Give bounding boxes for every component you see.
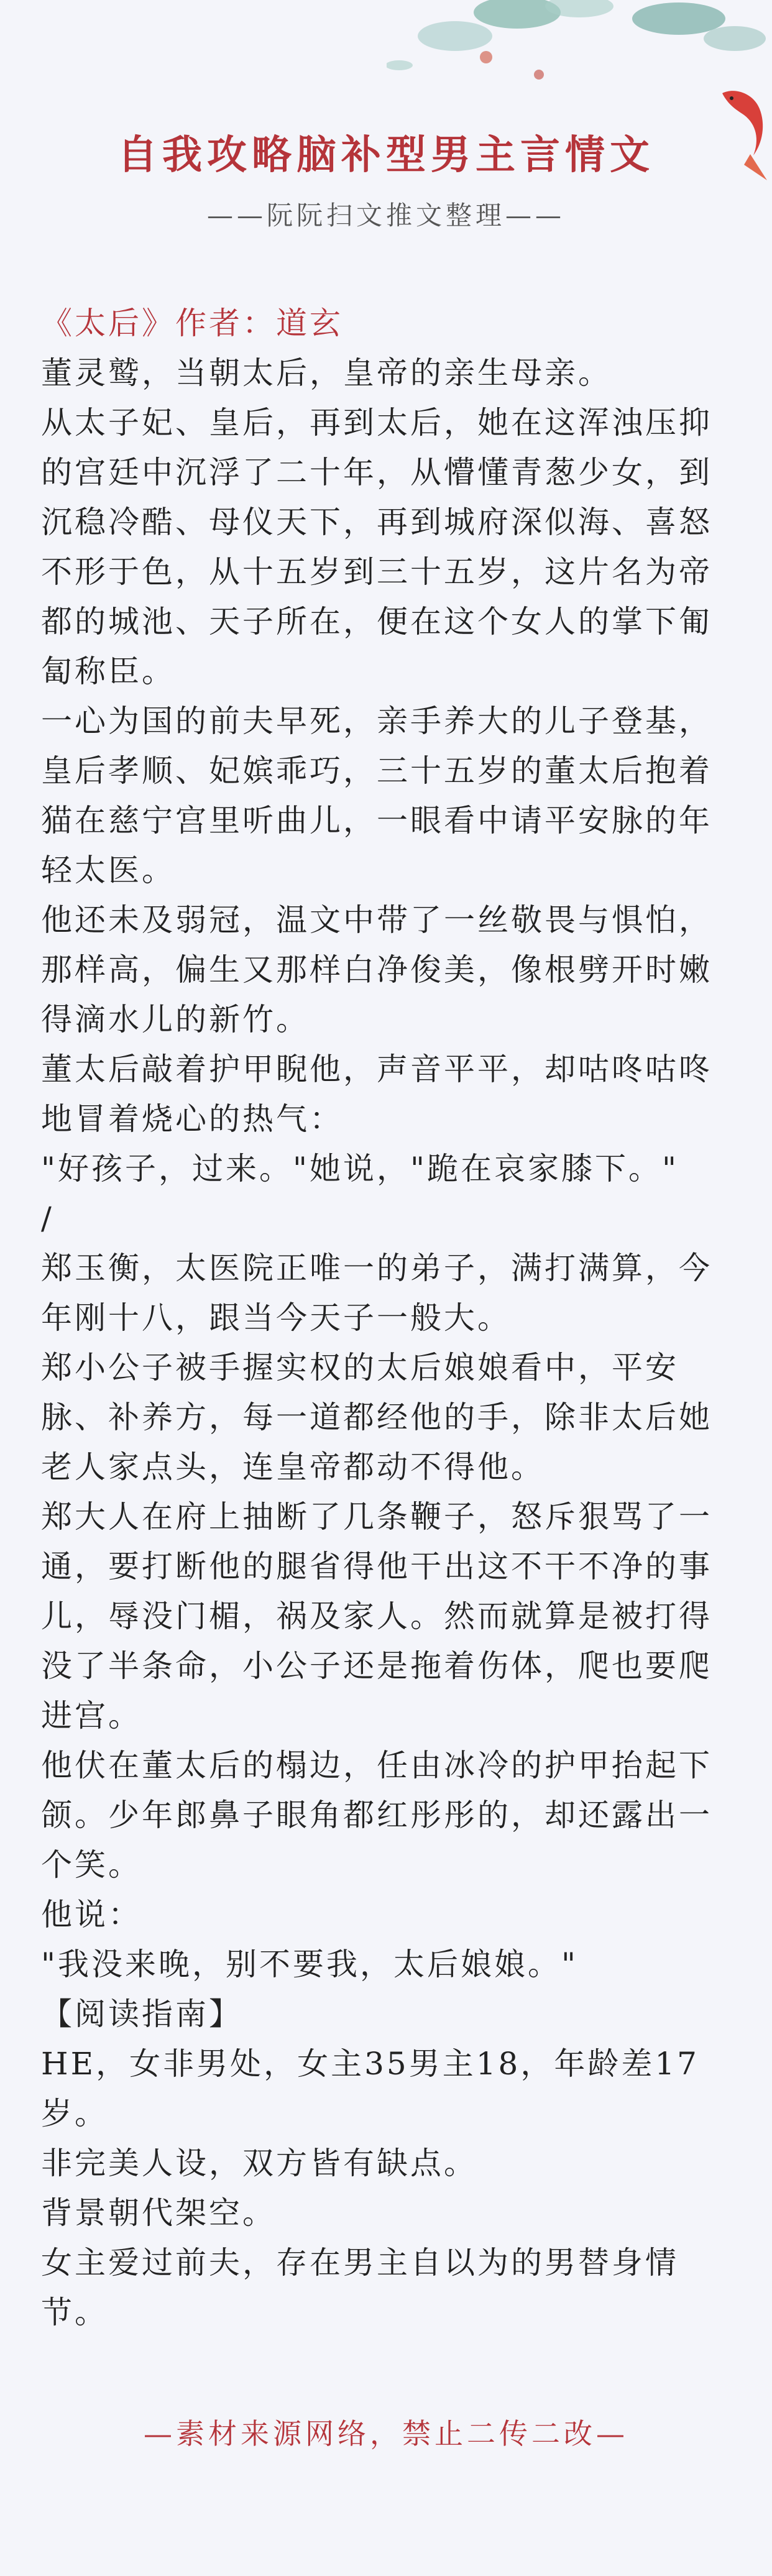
article-body [41, 298, 737, 2337]
page-subtitle: ——阮阮扫文推文整理—— [206, 200, 565, 231]
paragraph: 郑大人在府上抽断了几条鞭子，怒斥狠骂了一通，要打断他的腿省得他干出这不干不净的事儿，辱没门楣，祸及家人。然而就算是被打得没了半条命，小公子还是拖着伤体，爬也要爬进宫。 [41, 1499, 712, 1734]
lily-pad-icon [418, 21, 492, 51]
petal-icon [534, 70, 544, 80]
paragraph: 他伏在董太后的榻边，任由冰冷的护甲抬起下颌。少年郎鼻子眼角都红彤彤的，却还露出一个笑。 [41, 1747, 712, 1883]
paragraph: 非完美人设，双方皆有缺点。 [41, 2145, 477, 2181]
header [0, 127, 772, 234]
reading-guide-heading: 【阅读指南】 [41, 1996, 242, 2032]
lily-pad-icon [704, 26, 766, 51]
page-title: 自我攻略脑补型男主言情文 [117, 132, 655, 178]
paragraph: 董太后敲着护甲睨他，声音平平，却咕咚咕咚地冒着烧心的热气： [41, 1051, 712, 1137]
paragraph: 一心为国的前夫早死，亲手养大的儿子登基，皇后孝顺、妃嫔乖巧，三十五岁的董太后抱着猫在慈宁宫里听曲儿，一眼看中请平安脉的年轻太医。 [41, 703, 712, 888]
paragraph: 他还未及弱冠，温文中带了一丝敬畏与惧怕，那样高，偏生又那样白净俊美，像根劈开时嫩得滴水儿的新竹。 [41, 902, 712, 1037]
paragraph: 董灵鹫，当朝太后，皇帝的亲生母亲。 [41, 355, 612, 391]
paragraph: 郑小公子被手握实权的太后娘娘看中，平安脉、补养方，每一道都经他的手，除非太后她老人家点头，连皇帝都动不得他。 [41, 1350, 712, 1485]
paragraph: "我没来晚，别不要我，太后娘娘。" [41, 1946, 578, 1982]
footer-note: —素材来源网络，禁止二传二改— [144, 2417, 628, 2450]
paragraph: 郑玉衡，太医院正唯一的弟子，满打满算，今年刚十八，跟当今天子一般大。 [41, 1250, 712, 1336]
paragraph: 从太子妃、皇后，再到太后，她在这浑浊压抑的宫廷中沉浮了二十年，从懵懂青葱少女，到沉稳冷酷、母仪天下，再到城府深似海、喜怒不形于色，从十五岁到三十五岁，这片名为帝都的城池、天子所在，便在这个女人的掌下匍匐称臣。 [41, 405, 712, 689]
lily-pad-icon [632, 2, 725, 35]
paragraph: 女主爱过前夫，存在男主自以为的男替身情节。 [41, 2245, 679, 2330]
book-heading: 《太后》作者：道玄 [41, 305, 343, 341]
separator: / [41, 1200, 54, 1236]
paragraph: "好孩子，过来。"她说，"跪在哀家膝下。" [41, 1151, 679, 1187]
paragraph: 背景朝代架空。 [41, 2195, 276, 2231]
petal-icon [480, 51, 492, 63]
lily-pad-icon [387, 60, 413, 70]
paragraph: HE，女非男处，女主35男主18，年龄差17岁。 [41, 2046, 699, 2132]
paragraph: 他说： [41, 1897, 142, 1933]
